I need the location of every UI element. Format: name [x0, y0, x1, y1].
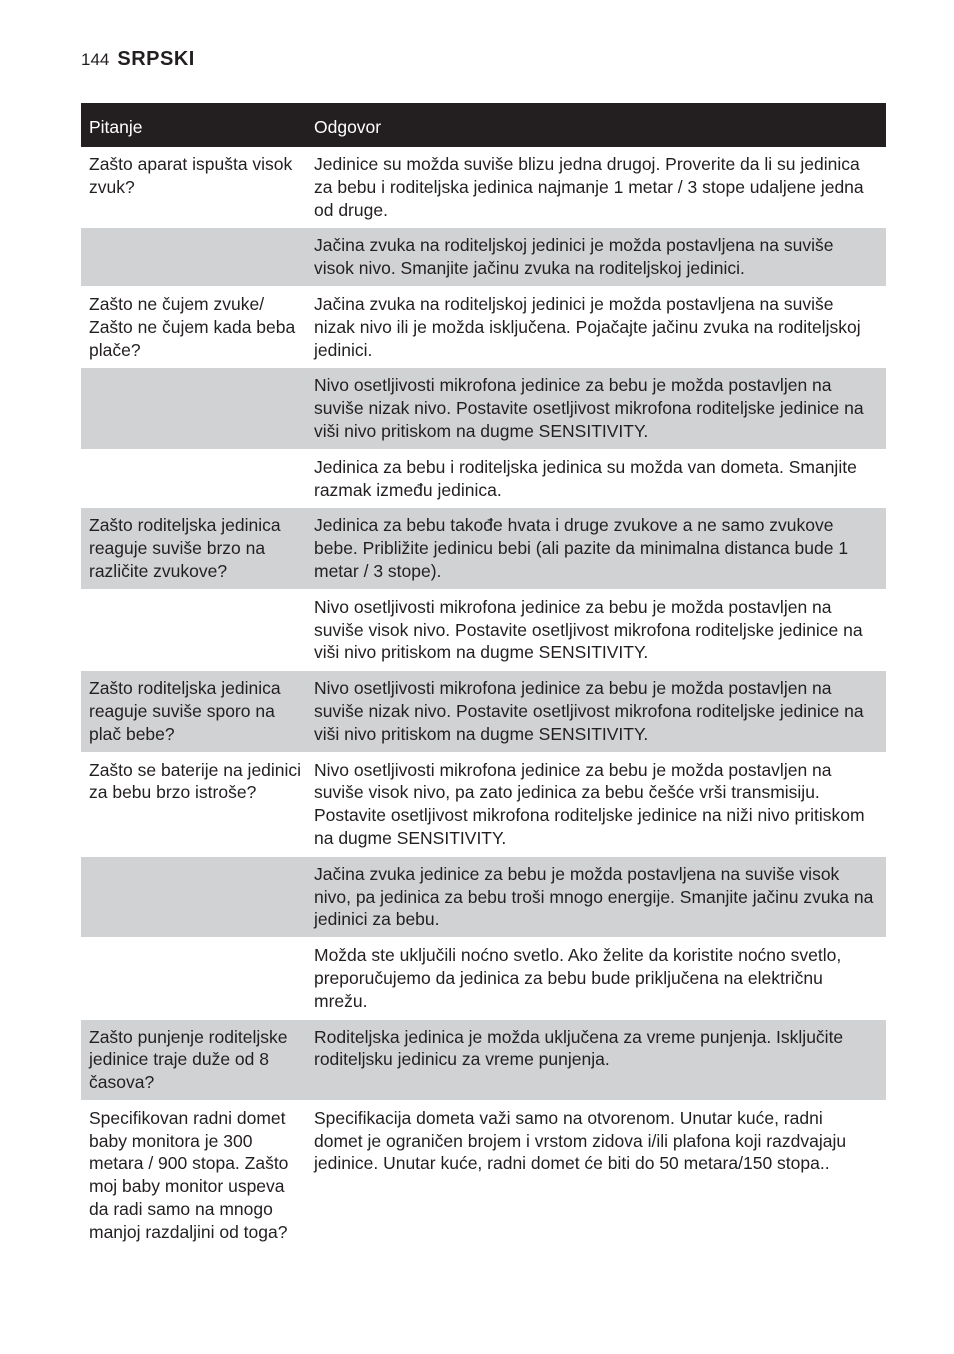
- table-row: [81, 228, 886, 287]
- answer-cell: Nivo osetljivosti mikrofona jedinice za bebu je možda postavljen na suviše visok nivo, pa zato jedinica za bebu češće vrši transmisiju. Postavite osetljivost mikrofona roditeljske jedinice na niži nivo pritiskom na dugme SENSITIVITY.: [306, 752, 886, 856]
- table-row: [81, 752, 886, 856]
- table-row: [81, 449, 886, 508]
- table-row: [81, 856, 886, 937]
- answer-cell: Jedinice su možda suviše blizu jedna drugoj. Proverite da li su jedinica za bebu i roditeljska jedinica najmanje 1 metar / 3 stope udaljene jedna od druge.: [306, 147, 886, 228]
- question-cell: Zašto se baterije na jedinici za bebu brzo istroše?: [81, 752, 306, 856]
- column-header-question: Pitanje: [81, 103, 306, 147]
- faq-table-body: [81, 147, 886, 1250]
- question-cell: Zašto ne čujem zvuke/ Zašto ne čujem kada beba plače?: [81, 286, 306, 367]
- table-row: [81, 671, 886, 752]
- question-cell: Zašto punjenje roditeljske jedinice traje duže od 8 časova?: [81, 1019, 306, 1100]
- question-cell: [81, 938, 306, 1019]
- answer-cell: Specifikacija dometa važi samo na otvorenom. Unutar kuće, radni domet je ograničen brojem i vrstom zidova i/ili plafona koji razdvajaju jedinice. Unutar kuće, radni domet će biti do 50 metara/150 stopa..: [306, 1100, 886, 1250]
- table-header-row: [81, 103, 886, 147]
- table-row: [81, 368, 886, 449]
- question-cell: [81, 449, 306, 508]
- table-row: [81, 1019, 886, 1100]
- answer-cell: Nivo osetljivosti mikrofona jedinice za bebu je možda postavljen na suviše nizak nivo. Postavite osetljivost mikrofona roditeljske jedinice na viši nivo pritiskom na dugme SENSITIVITY.: [306, 368, 886, 449]
- question-cell: Zašto aparat ispušta visok zvuk?: [81, 147, 306, 228]
- question-cell: Specifikovan radni domet baby monitora je 300 metara / 900 stopa. Zašto moj baby monitor uspeva da radi samo na mnogo manjoj razdaljini od toga?: [81, 1100, 306, 1250]
- answer-cell: Jačina zvuka na roditeljskoj jedinici je možda postavljena na suviše nizak nivo ili je možda isključena. Pojačajte jačinu zvuka na roditeljskoj jedinici.: [306, 286, 886, 367]
- table-row: [81, 508, 886, 589]
- question-cell: [81, 589, 306, 670]
- answer-cell: Nivo osetljivosti mikrofona jedinice za bebu je možda postavljen na suviše visok nivo. Postavite osetljivost mikrofona roditeljske jedinice na viši nivo pritiskom na dugme SENSITIVITY.: [306, 589, 886, 670]
- question-cell: [81, 856, 306, 937]
- answer-cell: Jedinica za bebu takođe hvata i druge zvukove a ne samo zvukove bebe. Približite jedinicu bebi (ali pazite da minimalna distanca bude 1 metar / 3 stope).: [306, 508, 886, 589]
- page-number: 144: [81, 50, 110, 69]
- answer-cell: Jedinica za bebu i roditeljska jedinica su možda van dometa. Smanjite razmak između jedinica.: [306, 449, 886, 508]
- table-row: [81, 286, 886, 367]
- answer-cell: Nivo osetljivosti mikrofona jedinice za bebu je možda postavljen na suviše nizak nivo. Postavite osetljivost mikrofona roditeljske jedinice na viši nivo pritiskom na dugme SENSITIVITY.: [306, 671, 886, 752]
- question-cell: [81, 228, 306, 287]
- question-cell: Zašto roditeljska jedinica reaguje suviše brzo na različite zvukove?: [81, 508, 306, 589]
- column-header-answer: Odgovor: [306, 103, 886, 147]
- question-cell: Zašto roditeljska jedinica reaguje suviše sporo na plač bebe?: [81, 671, 306, 752]
- table-row: [81, 938, 886, 1019]
- question-cell: [81, 368, 306, 449]
- answer-cell: Jačina zvuka na roditeljskoj jedinici je možda postavljena na suviše visok nivo. Smanjite jačinu zvuka na roditeljskoj jedinici.: [306, 228, 886, 287]
- page-header: [81, 48, 195, 71]
- answer-cell: Možda ste uključili noćno svetlo. Ako želite da koristite noćno svetlo, preporučujemo da jedinica za bebu bude priključena na električnu mrežu.: [306, 938, 886, 1019]
- answer-cell: Roditeljska jedinica je možda uključena za vreme punjenja. Isključite roditeljsku jedinicu za vreme punjenja.: [306, 1019, 886, 1100]
- section-title: SRPSKI: [117, 48, 195, 70]
- faq-table: [81, 103, 886, 1251]
- table-row: [81, 589, 886, 670]
- answer-cell: Jačina zvuka jedinice za bebu je možda postavljena na suviše visok nivo, pa jedinica za bebu troši mnogo energije. Smanjite jačinu zvuka na jedinici za bebu.: [306, 856, 886, 937]
- table-row: [81, 147, 886, 228]
- table-row: [81, 1100, 886, 1250]
